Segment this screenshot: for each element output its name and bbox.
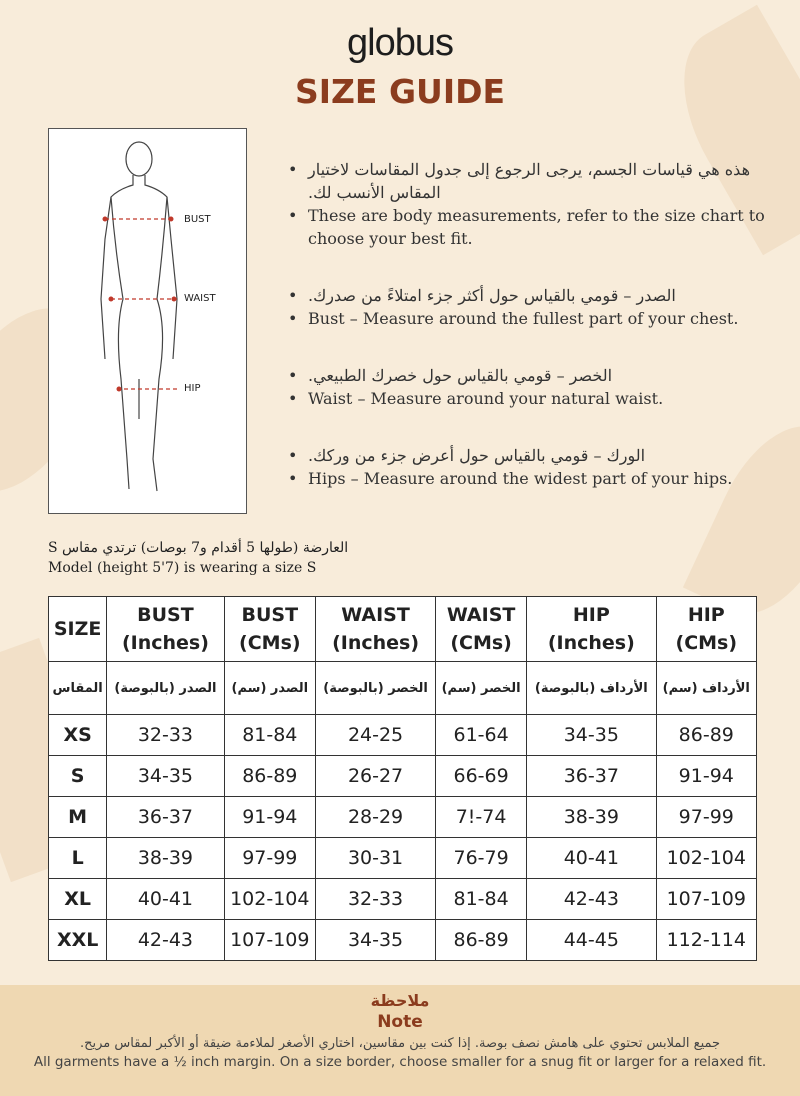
brand-logo: globus	[347, 22, 453, 64]
instruction-en: • Bust – Measure around the fullest part of your chest.	[288, 307, 768, 330]
measurement-cell: 28-29	[316, 797, 436, 838]
measurement-cell: 34-35	[527, 715, 656, 756]
header-waist-inches: WAIST (Inches)	[316, 597, 436, 662]
table-row	[49, 920, 757, 961]
measurement-cell: 97-99	[656, 797, 756, 838]
note-title-en: Note	[377, 1012, 423, 1032]
header-waist-cms: WAIST (CMs)	[436, 597, 527, 662]
instruction-bust	[288, 284, 768, 330]
measurement-cell: 32-33	[107, 715, 224, 756]
measurement-cell: 91-94	[656, 756, 756, 797]
instruction-ar: • هذه هي قياسات الجسم، يرجى الرجوع إلى جدول المقاسات لاختيار المقاس الأنسب لك.	[288, 158, 768, 204]
note-text-en: All garments have a ½ inch margin. On a size border, choose smaller for a snug fit or larger for a relaxed fit.	[33, 1054, 767, 1070]
header-ar: المقاس	[49, 662, 107, 715]
measurement-cell: 86-89	[224, 756, 315, 797]
header-ar: الأرداف (بالبوصة)	[527, 662, 656, 715]
body-outline-illustration	[49, 129, 246, 513]
measurement-cell: 102-104	[224, 879, 315, 920]
measurement-cell: 34-35	[316, 920, 436, 961]
size-cell: XL	[49, 879, 107, 920]
size-cell: L	[49, 838, 107, 879]
header-ar: الأرداف (سم)	[656, 662, 756, 715]
measurement-cell: 38-39	[527, 797, 656, 838]
note-text-ar: جميع الملابس تحتوي على هامش نصف بوصة. إذا كنت بين مقاسين، اختاري الأصغر لملاءمة ضيقة أو الأكبر لمقاس مريح.	[79, 1036, 721, 1051]
measurement-cell: 7!-74	[436, 797, 527, 838]
bust-label: BUST	[184, 214, 211, 225]
measurement-cell: 26-27	[316, 756, 436, 797]
header-row	[49, 597, 757, 662]
instruction-ar: • الصدر – قومي بالقياس حول أكثر جزء امتلاءً من صدرك.	[288, 284, 768, 307]
note-section	[0, 985, 800, 1096]
size-cell: XXL	[49, 920, 107, 961]
measurement-cell: 61-64	[436, 715, 527, 756]
measurement-cell: 66-69	[436, 756, 527, 797]
measurement-cell: 32-33	[316, 879, 436, 920]
table-row	[49, 797, 757, 838]
measurement-cell: 81-84	[224, 715, 315, 756]
model-info	[48, 538, 348, 578]
hip-label: HIP	[184, 383, 201, 394]
measurement-cell: 81-84	[436, 879, 527, 920]
header-ar: الصدر (سم)	[224, 662, 315, 715]
instruction-ar: • الورك – قومي بالقياس حول أعرض جزء من وركك.	[288, 444, 768, 467]
header-size: SIZE	[49, 597, 107, 662]
table-row	[49, 838, 757, 879]
table-row	[49, 879, 757, 920]
waist-label: WAIST	[184, 293, 216, 304]
measurement-cell: 86-89	[436, 920, 527, 961]
measurement-cell: 34-35	[107, 756, 224, 797]
page-title: SIZE GUIDE	[294, 72, 506, 111]
measurement-cell: 107-109	[656, 879, 756, 920]
instruction-waist	[288, 364, 768, 410]
header-bust-cms: BUST (CMs)	[224, 597, 315, 662]
header-hip-cms: HIP (CMs)	[656, 597, 756, 662]
header-bust-inches: BUST (Inches)	[107, 597, 224, 662]
instruction-en: • These are body measurements, refer to the size chart to choose your best fit.	[288, 204, 768, 250]
instruction-en: • Hips – Measure around the widest part of your hips.	[288, 467, 768, 490]
measurement-cell: 40-41	[527, 838, 656, 879]
measurement-cell: 36-37	[107, 797, 224, 838]
size-cell: XS	[49, 715, 107, 756]
instruction-hips	[288, 444, 768, 490]
model-info-en: Model (height 5'7) is wearing a size S	[48, 560, 317, 576]
header-hip-inches: HIP (Inches)	[527, 597, 656, 662]
measurement-cell: 38-39	[107, 838, 224, 879]
instruction-en: • Waist – Measure around your natural waist.	[288, 387, 768, 410]
table-row	[49, 756, 757, 797]
measurement-cell: 107-109	[224, 920, 315, 961]
instruction-general	[288, 158, 768, 250]
model-info-ar: العارضة (طولها 5 أقدام و7 بوصات) ترتدي مقاس S	[48, 540, 349, 556]
measurement-cell: 76-79	[436, 838, 527, 879]
measurement-cell: 36-37	[527, 756, 656, 797]
size-cell: S	[49, 756, 107, 797]
table-row	[49, 715, 757, 756]
measurement-cell: 91-94	[224, 797, 315, 838]
measurement-cell: 30-31	[316, 838, 436, 879]
instruction-ar: • الخصر – قومي بالقياس حول خصرك الطبيعي.	[288, 364, 768, 387]
measurement-cell: 42-43	[527, 879, 656, 920]
header-ar: الخصر (بالبوصة)	[316, 662, 436, 715]
measurement-instructions	[288, 158, 768, 524]
measurement-cell: 97-99	[224, 838, 315, 879]
measurement-cell: 112-114	[656, 920, 756, 961]
header-ar: الخصر (سم)	[436, 662, 527, 715]
measurement-cell: 86-89	[656, 715, 756, 756]
size-chart-table	[48, 596, 757, 961]
header-row-arabic	[49, 662, 757, 715]
measurement-cell: 44-45	[527, 920, 656, 961]
header-ar: الصدر (بالبوصة)	[107, 662, 224, 715]
size-cell: M	[49, 797, 107, 838]
measurement-cell: 102-104	[656, 838, 756, 879]
note-title-ar: ملاحظة	[370, 991, 430, 1010]
measurement-cell: 24-25	[316, 715, 436, 756]
body-measurement-figure	[48, 128, 247, 514]
measurement-cell: 40-41	[107, 879, 224, 920]
measurement-cell: 42-43	[107, 920, 224, 961]
